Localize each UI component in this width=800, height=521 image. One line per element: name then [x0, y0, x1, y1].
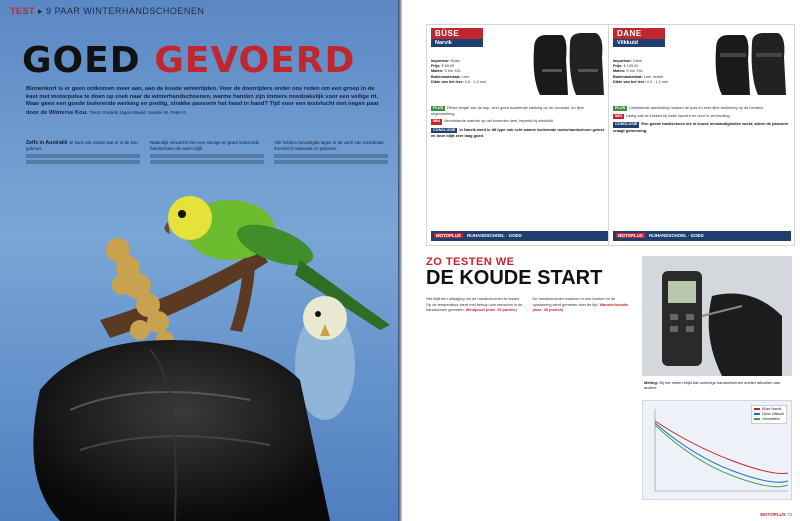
caption-text: Bij het meten blijkt dat sommige handschoenen sneller afkoelen dan andere. — [644, 380, 781, 391]
conclusion-tag: CONCLUSIE — [615, 122, 638, 127]
brand-name: BÜSE — [431, 28, 483, 39]
spec-list — [431, 59, 521, 85]
footer-brand: MOTOPLUS — [760, 512, 786, 517]
text-line — [274, 154, 388, 158]
series-line-3 — [655, 425, 788, 487]
verdict-text: RIJHANDSCHOEL · GOED — [467, 233, 522, 238]
verdict-bar — [431, 231, 609, 241]
spec-label: Importeur: — [613, 59, 632, 63]
plus-paragraph — [613, 105, 791, 111]
verdict-bar — [613, 231, 791, 241]
test-title: DE KOUDE START — [426, 267, 603, 289]
text-line — [150, 160, 264, 164]
legend-label: Dane Vilkkuld — [762, 412, 784, 416]
spec-value: Leer — [461, 74, 470, 79]
spec-value: € 139,00 — [623, 64, 639, 69]
glove-product-image — [528, 29, 608, 99]
legend-entry — [754, 417, 784, 422]
spec-label: Dikte van het leer: — [613, 79, 646, 84]
review-text — [431, 105, 609, 140]
intro-text — [26, 86, 386, 117]
spec-value: € 69,99 — [441, 64, 455, 69]
topic-label: 9 PAAR WINTERHANDSCHOENEN — [46, 6, 205, 16]
spec-value: Büse — [451, 59, 460, 63]
body-column-3 — [274, 140, 388, 166]
legend-label: Gemiddeld — [762, 417, 780, 421]
test-column-1 — [426, 296, 526, 313]
spec-label: Maten: — [431, 69, 444, 74]
test-text: De handschoenen kwamen in een koelcel en de opwarming werd gemeten over de tijd. — [532, 296, 616, 307]
min-paragraph — [613, 113, 791, 119]
spec-label: Prijs: — [431, 64, 441, 69]
plus-tag: PLUS — [433, 106, 444, 110]
test-column-2 — [533, 296, 633, 313]
plus-paragraph — [431, 105, 609, 116]
test-columns — [426, 296, 632, 313]
min-paragraph — [431, 118, 609, 124]
column-text: Je kunt ook vinden wat er in de kou gebeurt. — [26, 140, 138, 151]
test-text: Het blijft een uitdaging om de handschoenen te testen. Op de temperatuur werd met behulp van sensoren in de handschoen gemeten. — [426, 296, 523, 312]
spec-label: Prijs: — [613, 64, 623, 69]
page-footer — [760, 512, 792, 517]
brand-badge — [613, 28, 665, 47]
series-line-2 — [655, 423, 788, 482]
text-line — [26, 154, 140, 158]
review-text — [613, 105, 791, 135]
caption-lead: Meting: — [644, 380, 659, 385]
text-line — [274, 160, 388, 164]
test-section-heading — [426, 256, 636, 288]
verdict-badge: MOTOPLUS — [436, 233, 461, 238]
title-word-2: GEVOERD — [154, 40, 356, 81]
page-number: 73 — [786, 512, 792, 517]
right-page — [402, 0, 800, 521]
spec-value: S t/m XXL — [444, 69, 462, 74]
body-column-1 — [26, 140, 140, 166]
min-text: Lastig aan te trekken bij natte handen en duur in verhouding. — [625, 113, 731, 119]
conclusion-text: In Narvik werd in dit type ook echt warme isolerende motorhandschoen getest en deze blijft zeer lang goed. — [431, 126, 605, 138]
min-tag: MIN — [433, 119, 440, 124]
intro-credit: Tekst: Roderik Jagers Beeld: Sander W. Peter H. — [89, 109, 187, 115]
page-header — [10, 6, 204, 17]
parakeet-glove-photo — [0, 190, 398, 521]
product-card — [426, 24, 613, 246]
intro-body: Binnenkort is er geen ontkomen meer aan, aan de koude wintertijden. Voor de doorrijders onder ons reden om een groep in de kast met motorpulse te doen op zoek naar de winterhandschoenen, warme handen zijn immers noodzakelijk voor een veilige rit. Maar geen een goede isolerende werking en prettig, strakke pasvorm het hand in hand? Tijd voor een testvlucht met negen paar door de Winterse Kou. — [26, 86, 379, 116]
page-title — [22, 40, 355, 81]
brand-badge — [431, 28, 483, 47]
spec-label: Buitenmateriaal: — [613, 74, 643, 79]
column-lead: Zelfs in Australië — [26, 140, 68, 146]
series-line-1 — [655, 421, 788, 474]
conclusion-paragraph — [613, 121, 791, 132]
left-page — [0, 0, 398, 521]
chevron-right-icon: ▸ — [38, 6, 44, 16]
test-kicker: ZO TESTEN WE — [426, 256, 515, 268]
conclusion-paragraph — [431, 127, 609, 138]
temperature-graph — [642, 400, 792, 500]
min-text: Verminderde warmte op het bovenste deel, beperkt bij windchill. — [443, 118, 555, 124]
product-card — [608, 24, 795, 246]
photo-caption — [644, 380, 792, 391]
model-name: Vilkkuld — [613, 39, 665, 47]
spec-value: Dane — [633, 59, 643, 63]
graph-legend — [751, 405, 787, 424]
plus-tag: PLUS — [615, 106, 626, 110]
spec-value: Leer, textiel — [643, 74, 664, 79]
spec-list — [613, 59, 703, 85]
legend-label: Büse Narvik — [762, 407, 782, 411]
column-text: Natuurlijk verwacht men een stevige en goed isolerende handschoen die warm blijft. — [150, 140, 260, 151]
spec-label: Maten: — [613, 69, 626, 74]
spec-label: Importeur: — [431, 59, 450, 63]
body-columns — [26, 140, 388, 166]
spec-value: S t/m XXL — [626, 69, 644, 74]
spec-value: 0,8 - 1,0 mm — [464, 79, 487, 84]
conclusion-text: Een goede handschoen die in koude omstandigheden werkt, alleen de pasvorm vraagt gewenning. — [613, 121, 789, 133]
plus-text: Flinke lengte van de kap, zeer goed isolerende werking op de voorkant, en fijne regenwerking. — [431, 105, 584, 117]
model-name: Narvik — [431, 39, 483, 47]
verdict-badge: MOTOPLUS — [618, 233, 643, 238]
min-tag: MIN — [615, 114, 622, 119]
spec-label: Buitenmateriaal: — [431, 74, 461, 79]
verdict-text: RIJHANDSCHOEL · GOED — [649, 233, 704, 238]
spec-row — [613, 80, 703, 85]
section-label: TEST — [10, 6, 36, 16]
plus-text: Uitstekende aansluiting rondom de pols en zeer fijne bediening op de hendels. — [629, 105, 765, 110]
title-word-1: GOED — [22, 40, 141, 81]
glove-product-image — [710, 29, 790, 99]
conclusion-tag: CONCLUSIE — [433, 127, 456, 132]
brand-name: DANE — [613, 28, 665, 39]
spec-row — [431, 80, 521, 85]
text-line — [26, 160, 140, 164]
test-subhead: Warmte/isolatie (max. 30 punten) — [532, 301, 629, 312]
text-line — [150, 154, 264, 158]
body-column-2 — [150, 140, 264, 166]
spec-value: 0,9 - 1,2 mm — [646, 79, 669, 84]
column-text: Alle hebben bevestigde lagen in de vorm van membraan, thermisch materiaal en pasvorm. — [274, 140, 386, 151]
spec-label: Dikte van het leer: — [431, 79, 464, 84]
test-subhead: Windproef (max. 25 punten) — [465, 307, 517, 312]
thermometer-photo — [642, 256, 792, 376]
